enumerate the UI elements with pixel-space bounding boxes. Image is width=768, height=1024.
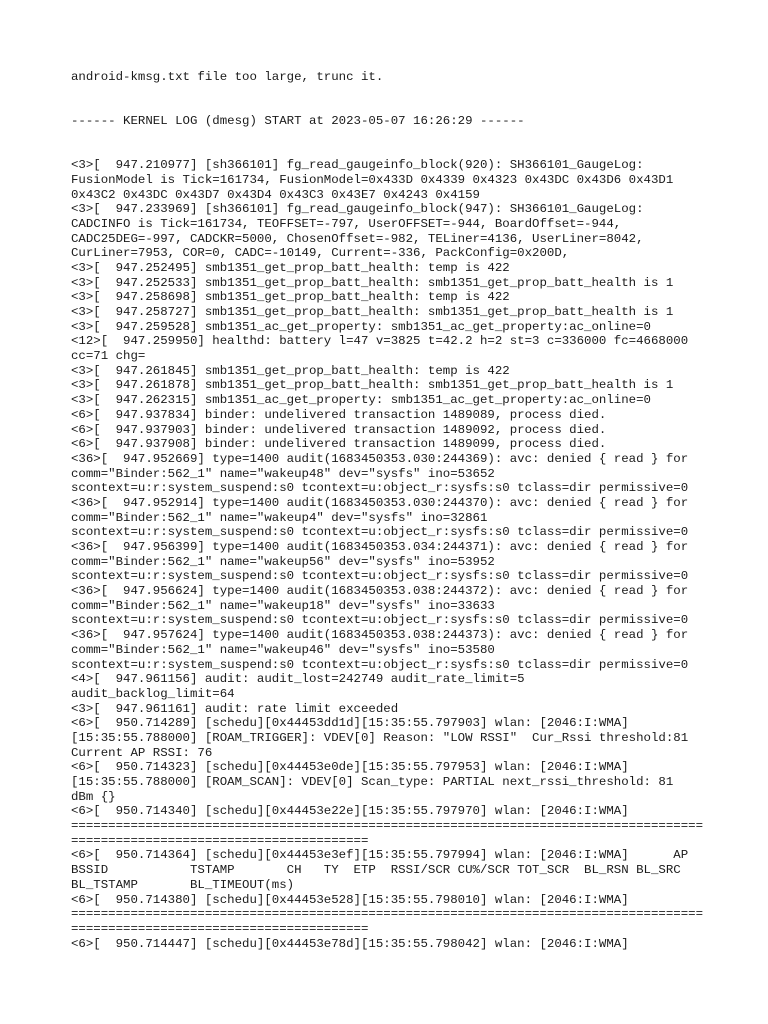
log-line: ========================================: [71, 921, 369, 936]
log-line: comm="Binder:562_1" name="wakeup56" dev="sysfs" ino=53952: [71, 554, 495, 569]
log-line: <3>[ 947.261845] smb1351_get_prop_batt_health: temp is 422: [71, 363, 510, 378]
log-line: scontext=u:r:system_suspend:s0 tcontext=u:object_r:sysfs:s0 tclass=dir permissive=0: [71, 613, 689, 628]
log-line: BL_TSTAMP BL_TIMEOUT(ms): [71, 877, 295, 892]
log-line: Current AP RSSI: 76: [71, 745, 213, 760]
log-line: BSSID TSTAMP CH TY ETP RSSI/SCR CU%/SCR TOT_SCR BL_RSN BL_SRC: [71, 863, 681, 878]
log-line: <3>[ 947.210977] [sh366101] fg_read_gaugeinfo_block(920): SH366101_GaugeLog:: [71, 158, 644, 173]
log-line: <36>[ 947.957624] type=1400 audit(1683450353.038:244373): avc: denied { read } for: [71, 628, 689, 643]
log-line: <3>[ 947.961161] audit: rate limit exceeded: [71, 701, 399, 716]
log-line: scontext=u:r:system_suspend:s0 tcontext=u:object_r:sysfs:s0 tclass=dir permissive=0: [71, 569, 689, 584]
kernel-log-start-header: ------ KERNEL LOG (dmesg) START at 2023-05-07 16:26:29 ------: [71, 114, 525, 129]
log-line: comm="Binder:562_1" name="wakeup18" dev="sysfs" ino=33633: [71, 598, 495, 613]
log-line: =====================================================================================: [71, 819, 704, 834]
log-line: 0x43C2 0x43DC 0x43D7 0x43D4 0x43C3 0x43E7 0x4243 0x4159: [71, 187, 480, 202]
spacer: [71, 129, 761, 158]
log-line: <3>[ 947.258698] smb1351_get_prop_batt_health: temp is 422: [71, 290, 510, 305]
log-line: <6>[ 950.714289] [schedu][0x44453dd1d][15:35:55.797903] wlan: [2046:I:WMA]: [71, 716, 629, 731]
log-line: cc=71 chg=: [71, 349, 146, 364]
log-line: <36>[ 947.956624] type=1400 audit(1683450353.038:244372): avc: denied { read } for: [71, 584, 689, 599]
log-line: <3>[ 947.233969] [sh366101] fg_read_gaugeinfo_block(947): SH366101_GaugeLog:: [71, 202, 644, 217]
kernel-log-body: [71, 158, 761, 951]
log-line: comm="Binder:562_1" name="wakeup46" dev="sysfs" ino=53580: [71, 642, 495, 657]
log-line: scontext=u:r:system_suspend:s0 tcontext=u:object_r:sysfs:s0 tclass=dir permissive=0: [71, 525, 689, 540]
log-line: <6>[ 947.937903] binder: undelivered transaction 1489092, process died.: [71, 422, 607, 437]
document-page: [71, 70, 761, 951]
log-line: <6>[ 950.714364] [schedu][0x44453e3ef][15:35:55.797994] wlan: [2046:I:WMA] AP: [71, 848, 689, 863]
log-line: <36>[ 947.952914] type=1400 audit(1683450353.030:244370): avc: denied { read } for: [71, 495, 689, 510]
log-line: CADCINFO is Tick=161734, TEOFFSET=-797, UserOFFSET=-944, BoardOffset=-944,: [71, 216, 622, 231]
log-line: FusionModel is Tick=161734, FusionModel=0x433D 0x4339 0x4323 0x43DC 0x43D6 0x43D1: [71, 172, 674, 187]
log-line: comm="Binder:562_1" name="wakeup48" dev="sysfs" ino=53652: [71, 466, 495, 481]
log-line: <3>[ 947.262315] smb1351_ac_get_property: smb1351_ac_get_property:ac_online=0: [71, 393, 651, 408]
log-line: =====================================================================================: [71, 907, 704, 922]
log-line: dBm {}: [71, 789, 116, 804]
log-line: <6>[ 950.714323] [schedu][0x44453e0de][15:35:55.797953] wlan: [2046:I:WMA]: [71, 760, 629, 775]
log-line: <3>[ 947.259528] smb1351_ac_get_property: smb1351_ac_get_property:ac_online=0: [71, 319, 651, 334]
log-line: <12>[ 947.259950] healthd: battery l=47 v=3825 t=42.2 h=2 st=3 c=336000 fc=4668000: [71, 334, 689, 349]
log-line: <3>[ 947.252495] smb1351_get_prop_batt_health: temp is 422: [71, 260, 510, 275]
log-line: <3>[ 947.261878] smb1351_get_prop_batt_health: smb1351_get_prop_batt_health is 1: [71, 378, 674, 393]
log-line: audit_backlog_limit=64: [71, 686, 235, 701]
log-line: scontext=u:r:system_suspend:s0 tcontext=u:object_r:sysfs:s0 tclass=dir permissive=0: [71, 657, 689, 672]
log-line: <6>[ 947.937908] binder: undelivered transaction 1489099, process died.: [71, 437, 607, 452]
log-line: [15:35:55.788000] [ROAM_SCAN]: VDEV[0] Scan_type: PARTIAL next_rssi_threshold: 81: [71, 775, 674, 790]
log-line: ========================================: [71, 833, 369, 848]
log-line: scontext=u:r:system_suspend:s0 tcontext=u:object_r:sysfs:s0 tclass=dir permissive=0: [71, 481, 689, 496]
log-line: <6>[ 947.937834] binder: undelivered transaction 1489089, process died.: [71, 407, 607, 422]
log-line: <36>[ 947.956399] type=1400 audit(1683450353.034:244371): avc: denied { read } for: [71, 540, 689, 555]
log-line: <4>[ 947.961156] audit: audit_lost=242749 audit_rate_limit=5: [71, 672, 525, 687]
log-line: comm="Binder:562_1" name="wakeup4" dev="sysfs" ino=32861: [71, 510, 488, 525]
log-line: [15:35:55.788000] [ROAM_TRIGGER]: VDEV[0] Reason: "LOW RSSI" Cur_Rssi threshold:81: [71, 730, 689, 745]
log-line: <3>[ 947.252533] smb1351_get_prop_batt_health: smb1351_get_prop_batt_health is 1: [71, 275, 674, 290]
log-line: <6>[ 950.714340] [schedu][0x44453e22e][15:35:55.797970] wlan: [2046:I:WMA]: [71, 804, 629, 819]
log-line: <36>[ 947.952669] type=1400 audit(1683450353.030:244369): avc: denied { read } for: [71, 451, 689, 466]
log-line: <6>[ 950.714380] [schedu][0x44453e528][15:35:55.798010] wlan: [2046:I:WMA]: [71, 892, 629, 907]
log-line: CADC25DEG=-997, CADCKR=5000, ChosenOffset=-982, TELiner=4136, UserLiner=8042,: [71, 231, 644, 246]
log-line: <6>[ 950.714447] [schedu][0x44453e78d][15:35:55.798042] wlan: [2046:I:WMA]: [71, 936, 629, 951]
spacer: [71, 85, 761, 114]
truncation-notice: android-kmsg.txt file too large, trunc it.: [71, 70, 384, 84]
log-line: <3>[ 947.258727] smb1351_get_prop_batt_health: smb1351_get_prop_batt_health is 1: [71, 305, 674, 320]
log-line: CurLiner=7953, COR=0, CADC=-10149, Current=-336, PackConfig=0x200D,: [71, 246, 570, 261]
